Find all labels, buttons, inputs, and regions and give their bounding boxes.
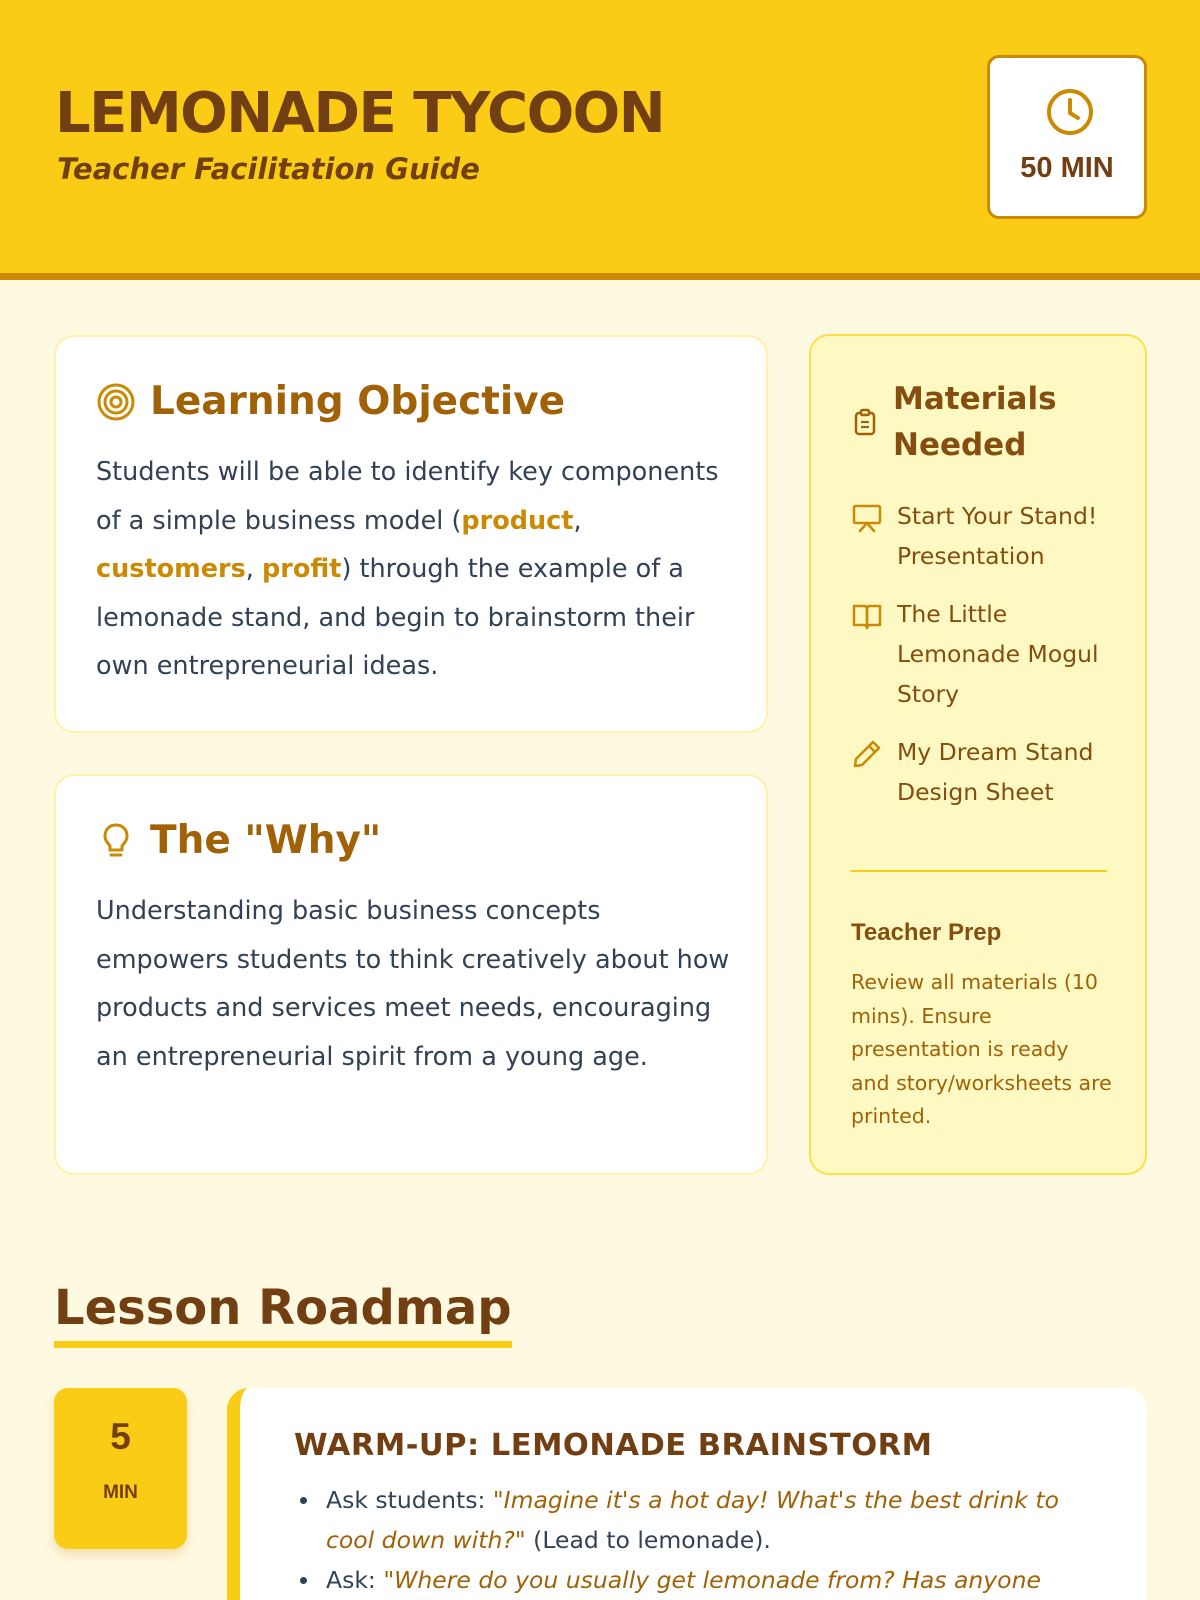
target-icon bbox=[96, 382, 136, 422]
objective-text-end: ) through the example of a lemonade stand, and begin to brainstorm their own entrepreneurial ideas. bbox=[96, 554, 695, 681]
teacher-prep-title: Teacher Prep bbox=[851, 919, 1002, 946]
lightbulb-icon bbox=[96, 821, 136, 861]
step-duration-unit: MIN bbox=[103, 1482, 138, 1503]
step-bullet bbox=[294, 1560, 1114, 1600]
duration-label: 50 MIN bbox=[1020, 152, 1114, 184]
teacher-prep-text: Review all materials (10 mins). Ensure presentation is ready and story/worksheets are printed. bbox=[851, 970, 1112, 1128]
roadmap-step-card bbox=[227, 1388, 1147, 1600]
clock-icon bbox=[1045, 87, 1095, 137]
materials-title: Materials Needed bbox=[893, 381, 1057, 463]
material-label: Start Your Stand! Presentation bbox=[897, 502, 1098, 570]
step-duration-number: 5 bbox=[110, 1416, 131, 1457]
material-label: My Dream Stand Design Sheet bbox=[897, 738, 1094, 806]
objective-text-start: Students will be able to identify key components of a simple business model ( bbox=[96, 457, 719, 536]
bullet-dot bbox=[300, 1497, 307, 1504]
step-bullet-list bbox=[294, 1480, 1114, 1600]
why-card bbox=[54, 774, 768, 1175]
step-duration-badge bbox=[54, 1388, 187, 1549]
material-label: The Little Lemonade Mogul Story bbox=[897, 600, 1099, 708]
materials-divider bbox=[851, 870, 1107, 872]
page-header bbox=[0, 0, 1200, 280]
page-title: LEMONADE TYCOON bbox=[55, 81, 665, 146]
bullet-quote: "Imagine it's a hot day! What's the best drink to cool down with?" bbox=[326, 1486, 1059, 1554]
pencil-icon bbox=[851, 738, 885, 774]
presentation-icon bbox=[851, 502, 885, 538]
page-subtitle: Teacher Facilitation Guide bbox=[57, 152, 480, 186]
term-profit: profit bbox=[262, 554, 342, 584]
learning-objective-title: Learning Objective bbox=[150, 379, 566, 424]
lesson-roadmap-title: Lesson Roadmap bbox=[54, 1277, 512, 1348]
materials-card bbox=[809, 334, 1147, 1175]
term-separator: , bbox=[573, 505, 582, 536]
materials-header bbox=[851, 376, 1131, 468]
learning-objective-header bbox=[96, 377, 565, 427]
material-item-story bbox=[851, 594, 1121, 714]
bullet-tail: (Lead to lemonade). bbox=[525, 1526, 771, 1554]
step-title: WARM-UP: LEMONADE BRAINSTORM bbox=[294, 1428, 933, 1463]
why-title: The "Why" bbox=[150, 818, 382, 863]
bullet-lead: Ask students: bbox=[326, 1486, 493, 1514]
material-item-worksheet bbox=[851, 732, 1121, 812]
material-item-presentation bbox=[851, 496, 1121, 576]
bullet-lead: Ask: bbox=[326, 1566, 384, 1594]
step-bullet bbox=[294, 1480, 1114, 1560]
bullet-quote: "Where do you usually get lemonade from? Has anyone bbox=[383, 1566, 1041, 1594]
materials-list bbox=[851, 496, 1121, 830]
bullet-dot bbox=[300, 1577, 307, 1584]
duration-badge bbox=[987, 55, 1147, 219]
why-text: Understanding basic business concepts empowers students to think creatively about how products and services meet needs, encouraging an entrepreneurial spirit from a young age. bbox=[96, 896, 730, 1072]
term-customers: customers bbox=[96, 554, 246, 584]
learning-objective-text bbox=[96, 448, 736, 691]
term-separator: , bbox=[245, 554, 262, 584]
why-header bbox=[96, 816, 381, 866]
clipboard-icon bbox=[851, 408, 879, 436]
term-product: product bbox=[461, 505, 574, 536]
book-icon bbox=[851, 600, 885, 636]
learning-objective-card bbox=[54, 335, 768, 733]
